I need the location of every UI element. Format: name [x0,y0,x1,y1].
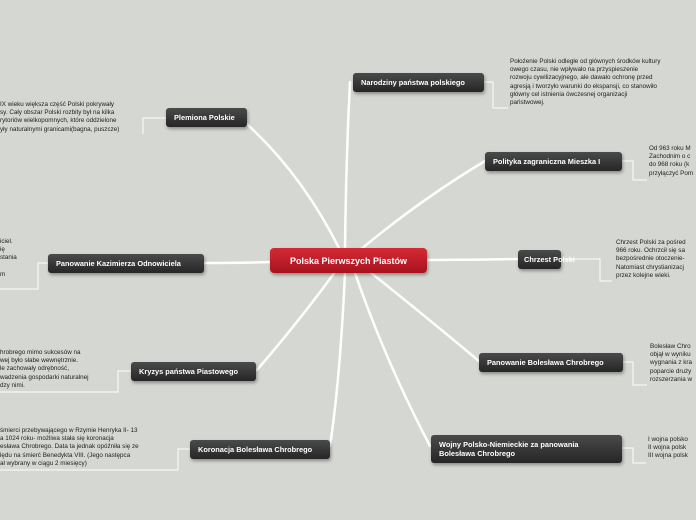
note-line-polityka [621,161,647,180]
note-line: owego czasu, nie wpływało na przyspieszenie [510,66,639,74]
note-line: stania [0,254,17,262]
note-line: rozszerzania w [650,375,692,383]
note-line: Położenie Polski odległe od głównych środków kultury [510,58,661,65]
branch-plemiona [240,118,340,250]
note-line: II wojna polsk [648,444,687,452]
note-line: główny cel istnienia ówczesnej organizacji [510,90,628,98]
branch-kryzys [257,272,335,370]
central-topic[interactable]: Polska Pierwszych Piastów [270,248,427,273]
topic-kryzys-panstwa[interactable]: Kryzys państwa Piastowego [131,362,256,381]
note-line: III wojna polsk [648,452,688,460]
note-line: a 1024 roku- możliwa stała się koronacja [0,435,114,443]
topic-wojny-polsko-niemieckie[interactable]: Wojny Polsko-Niemieckie za panowania Bolesława Chrobrego [431,435,622,463]
topic-panowanie-kazimierza[interactable]: Panowanie Kazimierza Odnowiciela [48,254,204,273]
note-line-narodziny [483,82,508,108]
topic-panowanie-boleslawa[interactable]: Panowanie Bolesława Chrobrego [479,353,623,372]
branch-koronacja [330,273,345,446]
note-line: m [0,270,6,278]
branch-polityka [360,161,485,250]
note-line: Natomiast chrystianizacj [616,263,684,271]
note-line: agresją i tworzyło warunki do ekspansji, co stanowiło [510,82,657,90]
note-line: śmierci przebywającego w Rzymie Henryka II- 13 [0,427,138,434]
note-line: esława Chrobrego. Data ta jednak opóźniła się ze [0,443,139,451]
branch-wojny [355,273,430,446]
branch-chrzest [425,259,518,260]
note-plemiona [0,101,119,134]
topic-chrzest-polski[interactable]: Chrzest Polski [518,250,561,269]
branch-kazimierz [203,262,272,263]
branch-narodziny [345,82,350,249]
note-line: wej było słabe wewnętrznie. [0,357,79,365]
topic-narodziny-panstwa[interactable]: Narodziny państwa polskiego [353,73,484,92]
note-boleslaw [650,343,692,384]
topic-polityka-zagraniczna[interactable]: Polityka zagraniczna Mieszka I [485,152,622,171]
note-line-wojny [621,448,646,463]
note-line: poparcie druży [650,367,692,375]
note-kazimierz [0,238,17,279]
note-line: dzy nimi. [0,381,25,389]
note-line: przez kolejne wieki. [616,271,671,279]
note-line-boleslaw [622,362,647,385]
note-line: yły naturalnymi granicami(bagna, puszcze) [0,125,120,133]
note-wojny [648,436,688,461]
note-line: Chrzest Polski za pośred [616,239,686,246]
note-line: rozwoju cywilizacyjnego, ale dawało ochronę przed [510,74,653,82]
note-line: Bolesław Chro [650,343,691,350]
note-line: wadzenia gospodarki naturalnej [0,373,89,381]
note-line: wygnania z kra [650,359,692,367]
note-line: le zachowały odrębność, [0,365,69,373]
note-line: sy. Cały obszar Polski rozbity był na kilka [0,109,115,117]
note-line: bezpośrednie otoczenie- [616,255,685,263]
note-line: przyłączyć Pom [649,169,694,177]
note-line: ię [0,246,5,254]
note-koronacja [0,427,139,468]
note-line: Od 963 roku M [649,145,691,152]
note-line: IX wieku większa część Polski pokrywały [0,101,115,108]
note-line: Zachodnim o c [649,153,691,161]
note-line: ał wybrany w ciągu 2 miesięcy) [0,459,87,467]
note-line: 966 roku. Ochrzcił się sa [616,247,685,255]
note-line: I wojna polsko [648,436,688,443]
note-line: do 968 roku (k [649,161,690,169]
note-line [0,263,17,271]
note-chrzest [616,239,686,280]
note-line-plemiona [143,118,167,134]
topic-plemiona-polskie[interactable]: Plemiona Polskie [166,108,247,127]
note-line: objął w wyniku [650,351,691,359]
note-line: hrobrego mimo sukcesów na [0,349,81,356]
note-kryzys [0,349,89,390]
note-line: lędu na śmierć Benedykta VIII. (Jego następca [0,451,131,459]
note-narodziny [510,58,661,107]
note-line: państwowej. [510,99,545,107]
note-line: rytoriów wielkopomnych, które oddzielone [0,117,117,125]
branch-boleslaw [370,272,480,362]
topic-koronacja-boleslawa[interactable]: Koronacja Bolesława Chrobrego [190,440,330,459]
note-line: iciel. [0,238,13,245]
note-polityka [649,145,693,178]
